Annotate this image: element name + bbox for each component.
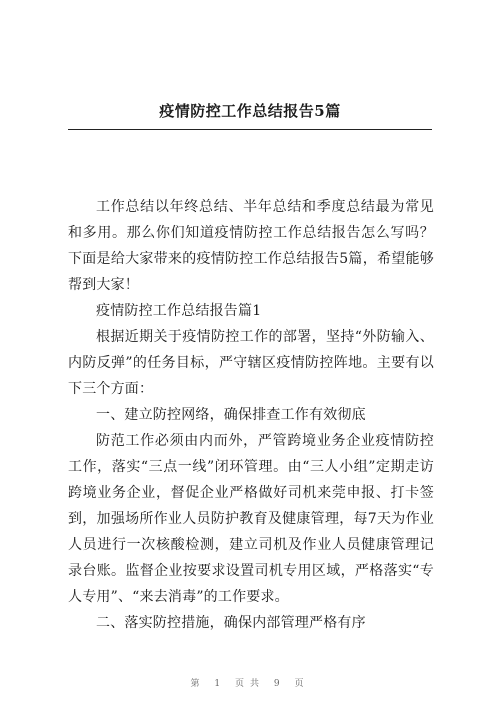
body-paragraph: 根据近期关于疫情防控工作的部署，坚持“外防输入、内防反弹”的任务目标，严守辖区疫情防控阵地。主要有以下三个方面：: [68, 329, 434, 397]
intro-paragraph: 工作总结以年终总结、半年总结和季度总结最为常见和多用。那么你们知道疫情防控工作总结报告怎么写吗？下面是给大家带来的疫情防控工作总结报告5篇，希望能够帮到大家！: [68, 199, 434, 293]
body-paragraph: 防范工作必须由内而外，严管跨境业务企业疫情防控工作，落实“三点一线”闭环管理。由“三人小组”定期走访跨境业务企业，督促企业严格做好司机来莞申报、打卡签到，加强场所作业人员防护教育及健康管理，每7天为作业人员进行一次核酸检测，建立司机及作业人员健康管理记录台账。监督企业按要求设置司机专用区域，严格落实“专人专用”、“来去消毒”的工作要求。: [68, 433, 434, 605]
title-underline: [68, 129, 432, 130]
document-body: [68, 194, 434, 636]
subheading-1: 一、建立防控网络，确保排查工作有效彻底: [96, 407, 366, 423]
document-title: 疫情防控工作总结报告5篇: [159, 102, 341, 120]
subheading-2: 二、落实防控措施，确保内部管理严格有序: [96, 615, 366, 631]
section-heading: 疫情防控工作总结报告篇1: [96, 303, 262, 319]
page-footer: 第 1 页共 9 页: [190, 679, 310, 689]
